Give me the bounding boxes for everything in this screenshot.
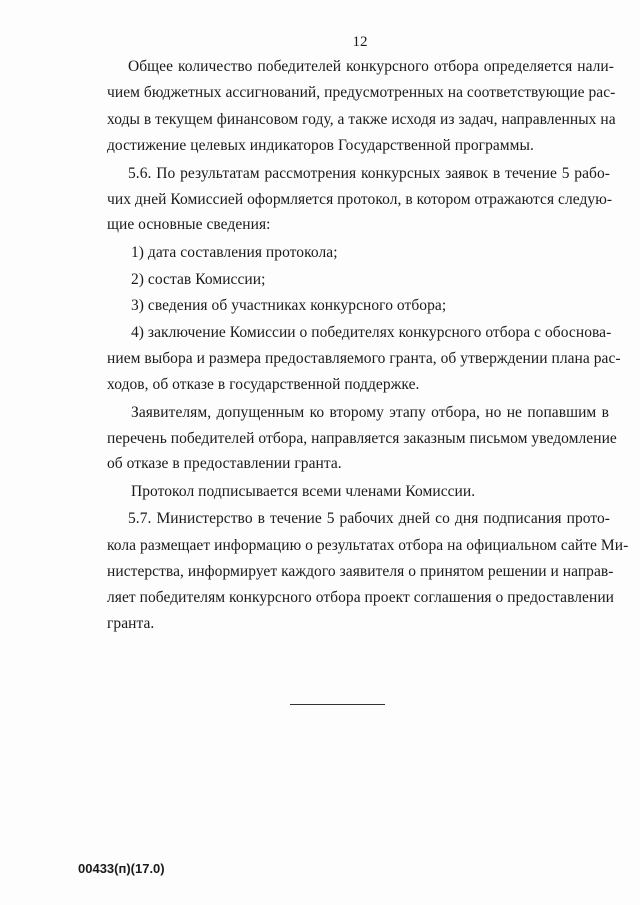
text-line: Общее количество победителей конкурсного отбора определяется нали- <box>128 58 614 75</box>
text-line: Заявителям, допущенным ко второму этапу отбора, но не попавшим в <box>131 404 609 421</box>
text-line: перечень победителей отбора, направляется заказным письмом уведомление <box>107 430 617 447</box>
text-line: 3) сведения об участниках конкурсного отбора; <box>131 297 447 314</box>
text-line: чием бюджетных ассигнований, предусмотренных на соответствующие рас- <box>107 84 616 101</box>
text-line: 5.6. По результатам рассмотрения конкурсных заявок в течение 5 рабо- <box>128 165 610 182</box>
text-line: ляет победителям конкурсного отбора проект соглашения о предоставлении <box>107 589 615 606</box>
text-line: кола размещает информацию о результатах отбора на официальном сайте Ми- <box>107 537 629 554</box>
page-number: 12 <box>352 34 368 50</box>
text-line: гранта. <box>107 615 155 632</box>
text-line: нием выбора и размера предоставляемого гранта, об утверждении плана рас- <box>107 350 621 367</box>
text-line: ходы в текущем финансовом году, а также исходя из задач, направленных на <box>107 111 616 128</box>
text-line: 5.7. Министерство в течение 5 рабочих дней со дня подписания прото- <box>128 510 610 527</box>
text-line: 2) состав Комиссии; <box>131 271 266 288</box>
text-line: Протокол подписывается всеми членами Комиссии. <box>131 483 476 500</box>
text-line: ходов, об отказе в государственной поддержке. <box>107 376 420 393</box>
text-line: 1) дата составления протокола; <box>131 244 338 261</box>
text-line: об отказе в предоставлении гранта. <box>107 455 342 472</box>
text-line: щие основные сведения: <box>107 216 271 233</box>
end-divider <box>290 704 385 705</box>
text-line: достижение целевых индикаторов Государственной программы. <box>107 137 534 154</box>
text-line: нистерства, информирует каждого заявителя о принятом решении и направ- <box>107 563 614 580</box>
footer-document-code: 00433(п)(17.0) <box>78 861 165 876</box>
text-line: 4) заключение Комиссии о победителях конкурсного отбора с обоснова- <box>131 324 612 341</box>
text-line: чих дней Комиссией оформляется протокол, в котором отражаются следую- <box>107 191 613 208</box>
